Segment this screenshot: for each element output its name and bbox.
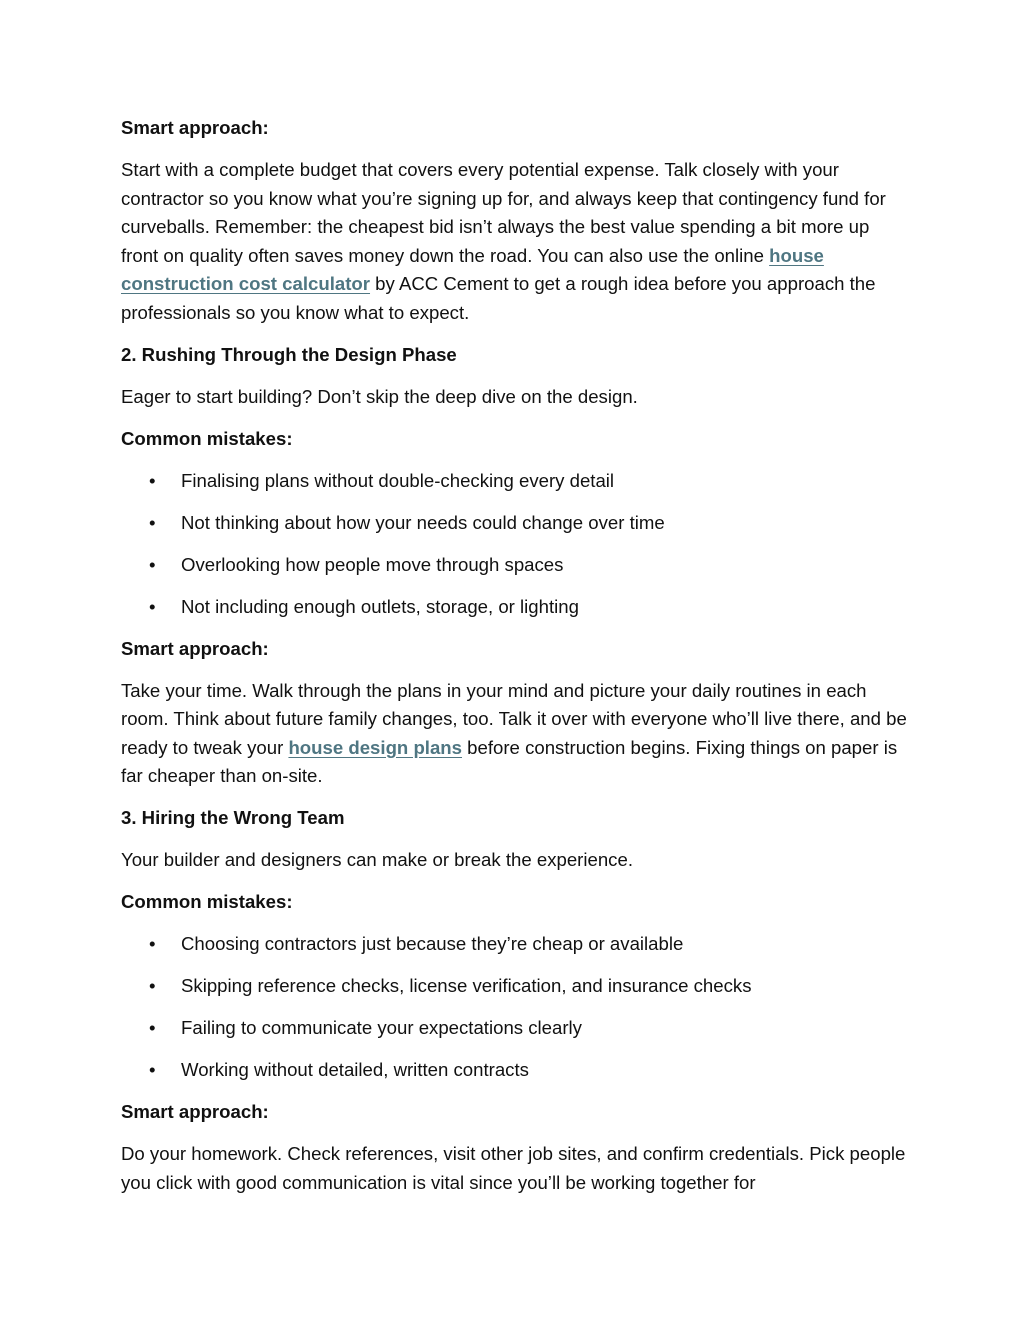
list-item: • Finalising plans without double-checking every detail — [121, 467, 911, 496]
smart-approach-paragraph-2 — [121, 677, 911, 791]
section-2-intro: Eager to start building? Don’t skip the deep dive on the design. — [121, 385, 638, 407]
list-item: • Failing to communicate your expectations clearly — [121, 1014, 911, 1043]
list-item: • Not thinking about how your needs could change over time — [121, 509, 911, 538]
section-3-title: 3. Hiring the Wrong Team — [121, 807, 345, 828]
list-item: • Skipping reference checks, license verification, and insurance checks — [121, 972, 911, 1001]
section-2-title: 2. Rushing Through the Design Phase — [121, 343, 457, 365]
construction-cost-calculator-link[interactable]: house construction cost calculator — [121, 244, 824, 294]
list-item: • Overlooking how people move through spaces — [121, 551, 911, 580]
smart-approach-paragraph-3: Do your homework. Check references, visit other job sites, and confirm credentials. Pick people you click with good communication is vital since you’ll be working together for — [121, 1143, 906, 1193]
list-item: • Working without detailed, written contracts — [121, 1056, 911, 1085]
document-page — [121, 114, 911, 1211]
paragraph-text: by ACC Cement to get a rough idea before you approach the professionals so you know what to expect. — [121, 273, 876, 323]
list-item: • Choosing contractors just because they’re cheap or available — [121, 930, 911, 959]
paragraph-text: before construction begins. Fixing things on paper is far cheaper than on-site. — [121, 736, 898, 786]
common-mistakes-heading-2: Common mistakes: — [121, 427, 293, 449]
section-3-intro: Your builder and designers can make or break the experience. — [121, 849, 633, 870]
smart-approach-heading-3: Smart approach: — [121, 1101, 269, 1122]
smart-approach-heading-1: Smart approach: — [121, 117, 269, 138]
list-item: • Not including enough outlets, storage, or lighting — [121, 593, 911, 622]
smart-approach-heading-2: Smart approach: — [121, 637, 269, 659]
section-2-mistakes-list — [121, 467, 911, 622]
house-design-plans-link[interactable]: house design plans — [288, 736, 463, 758]
section-3-mistakes-list — [121, 930, 911, 1085]
common-mistakes-heading-3: Common mistakes: — [121, 891, 293, 912]
paragraph-text: Start with a complete budget that covers every potential expense. Talk closely with your contractor so you know what you’re signing up for, and always keep that contingency fund for curveballs. Remember: the cheapest bid isn’t always the best value spending a bit more up front on quality often saves money down the road. You can also use the online — [121, 159, 886, 266]
paragraph-text: Take your time. Walk through the plans in your mind and picture your daily routines in each room. Think about future family changes, too. Talk it over with everyone who’ll live there, and be ready to tweak your — [121, 679, 907, 758]
smart-approach-paragraph-1 — [121, 156, 911, 327]
